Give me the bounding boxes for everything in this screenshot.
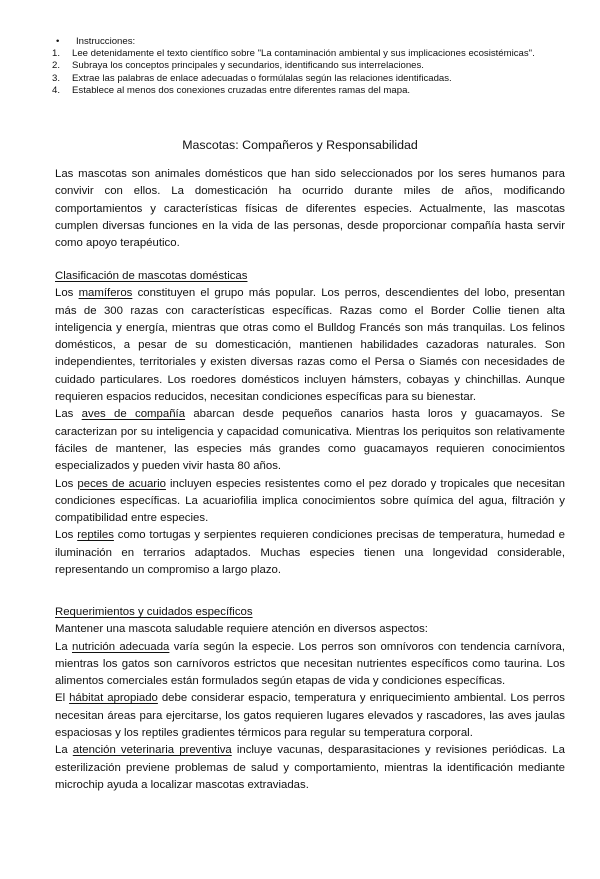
paragraph-birds xyxy=(55,406,565,475)
text-run: Los xyxy=(55,529,78,542)
text-run: La xyxy=(55,640,72,653)
paragraph-fish xyxy=(55,476,565,528)
section-heading xyxy=(55,268,565,285)
paragraph-habitat xyxy=(55,690,565,742)
instruction-item xyxy=(40,73,556,85)
section-classification xyxy=(55,268,565,579)
text-run: incluye vacunas, desparasitaciones y revisiones periódicas. La esterilización previene problemas de salud y comportamiento, mientras la identificación mediante microchip ayuda a localizar mascotas extraviadas. xyxy=(55,744,565,791)
instruction-text: Establece al menos dos conexiones cruzadas entre diferentes ramas del mapa. xyxy=(72,84,411,96)
instruction-item xyxy=(40,48,556,60)
document-title: Mascotas: Compañeros y Responsabilidad xyxy=(182,138,418,152)
text-run: debe considerar espacio, temperatura y enriquecimiento ambiental. Los perros necesitan áreas para ejercitarse, los gatos requieren lugares elevados y rascadores, las aves jaulas espaciosas y los reptiles gradientes térmicos para regular su temperatura corporal. xyxy=(55,692,565,740)
text-run: abarcan desde pequeños canarios hasta loros y guacamayos. Se caracterizan por su inteligencia y capacidad comunicativa. Mientras los periquitos son relativamente fáciles de mantener, las especies más grandes como guacamayos requieren conocimientos especializados y pueden vivir hasta 80 años. xyxy=(55,408,565,473)
text-run: varía según la especie. Los perros son omnívoros con tendencia carnívora, mientras los gatos son carnívoros estrictos que necesitan nutrientes específicos como taurina. Los alimentos comerciales están formulados según etapas de vida y condiciones específicas. xyxy=(55,640,565,688)
key-term: aves de compañía xyxy=(81,408,186,421)
paragraph-veterinary xyxy=(55,742,565,794)
instruction-text: Extrae las palabras de enlace adecuadas o formúlalas según las relaciones identificadas. xyxy=(72,72,452,84)
instruction-item xyxy=(40,60,556,72)
section-heading-text: Clasificación de mascotas domésticas xyxy=(55,270,248,282)
instructions-list xyxy=(40,48,556,97)
instruction-number: 2. xyxy=(52,60,61,72)
text-run: El xyxy=(55,692,70,705)
intro-paragraph xyxy=(55,166,565,252)
paragraph-mammals xyxy=(55,285,565,406)
text-run: constituyen el grupo más popular. Los perros, descendientes del lobo, presentan más de 300 razas con características específicas. Razas como el Border Collie tienen alta inteligencia y energía, mientras que otras como el Bulldog Francés son más tranquilas. Los felinos domésticos, a pesar de su domesticación, mantienen habilidades cazadoras naturales. Son independientes, territoriales y existen diversas razas como el Persa o Siamés con necesidades de cuidado particulares. Los roedores domésticos incluyen hámsters, cobayas y chinchillas. Aunque requieren espacios reducidos, necesitan condiciones específicas para su bienestar. xyxy=(55,287,565,404)
paragraph-nutrition xyxy=(55,639,565,691)
section-lead: Mantener una mascota saludable requiere atención en diversos aspectos: xyxy=(55,623,428,636)
key-term: reptiles xyxy=(77,529,114,542)
text-run: como tortugas y serpientes requieren condiciones precisas de temperatura, humedad e iluminación en terrarios adaptados. Muchas especies tienen una longevidad considerable, representando un compromiso a largo plazo. xyxy=(55,529,565,577)
instruction-number: 1. xyxy=(52,48,61,60)
instruction-text: Lee detenidamente el texto científico sobre "La contaminación ambiental y sus implicaciones ecosistémicas". xyxy=(72,48,535,60)
key-term: atención veterinaria preventiva xyxy=(72,744,232,757)
key-term: hábitat apropiado xyxy=(69,692,158,705)
section-requirements xyxy=(55,604,565,794)
key-term: peces de acuario xyxy=(77,477,166,490)
instructions-title: • Instrucciones: xyxy=(40,36,556,48)
text-run: La xyxy=(55,744,73,757)
instruction-item xyxy=(40,85,556,97)
section-heading-text: Requerimientos y cuidados específicos xyxy=(55,606,253,618)
instruction-number: 3. xyxy=(52,72,61,84)
text-run: Los xyxy=(55,287,79,300)
instruction-text: Subraya los conceptos principales y secundarios, identificando sus interrelaciones. xyxy=(72,60,424,72)
intro-text: Las mascotas son animales domésticos que han sido seleccionados por los seres humanos para convivir con ellos. La domesticación ha ocurrido durante miles de años, modificando comportamientos y características físicas de diferentes especies. Actualmente, las mascotas cumplen diversas funciones en la vida de las personas, desde proporcionar compañía hasta servir como apoyo terapéutico. xyxy=(55,168,565,250)
key-term: mamíferos xyxy=(78,287,133,300)
instructions-block xyxy=(40,36,556,97)
key-term: nutrición adecuada xyxy=(71,640,170,653)
paragraph-reptiles xyxy=(55,527,565,579)
text-run: incluyen especies resistentes como el pez dorado y tropicales que necesitan condiciones específicas. La acuariofilia implica conocimientos sobre química del agua, filtración y compatibilidad entre especies. xyxy=(55,477,566,525)
text-run: Los xyxy=(55,477,78,490)
instruction-number: 4. xyxy=(52,84,61,96)
section-heading xyxy=(55,604,565,621)
text-run: Las xyxy=(55,408,82,421)
